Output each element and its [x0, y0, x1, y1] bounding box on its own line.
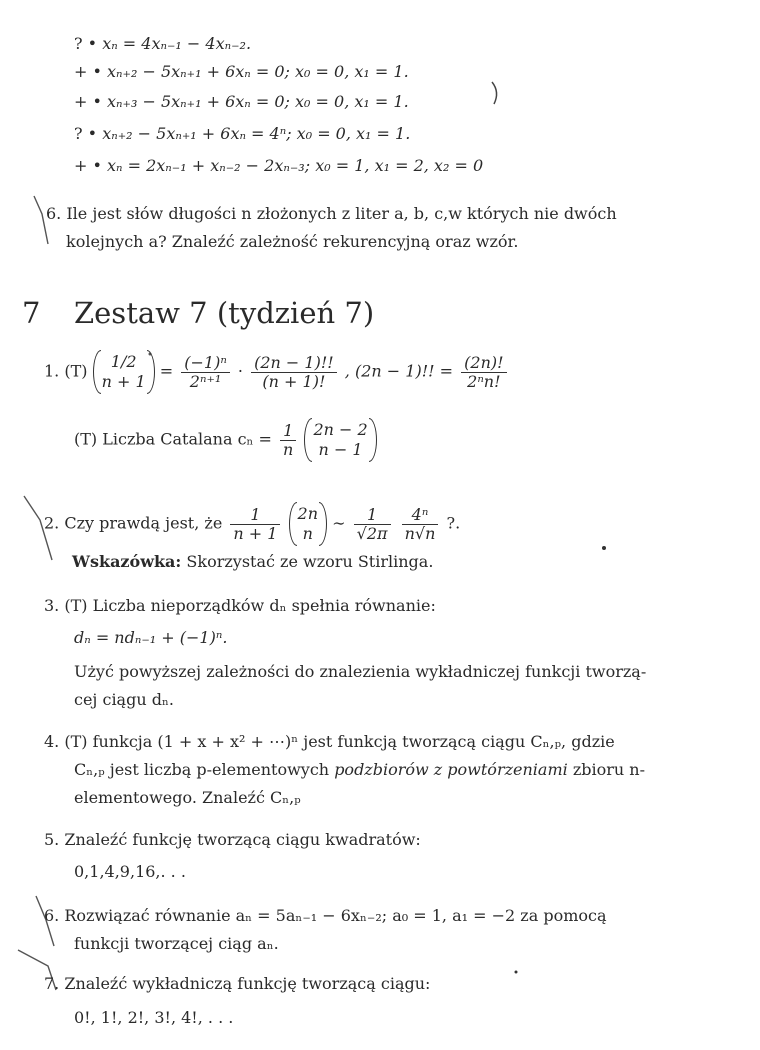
recurrence-item: + • xₙ₊₃ − 5xₙ₊₁ + 6xₙ = 0; x₀ = 0, x₁ = 1. [74, 92, 409, 111]
problem-text: (T) Liczba nieporządków dₙ spełnia równanie: [64, 596, 436, 615]
problem-number: 4. [44, 732, 60, 751]
emphasis-text: podzbiorów z powtórzeniami [334, 760, 568, 779]
problem-line [44, 734, 615, 750]
recurrence-item: ? • xₙ₊₂ − 5xₙ₊₁ + 6xₙ = 4ⁿ; x₀ = 0, x₁ = 1. [74, 124, 411, 143]
frac-num: 1 [280, 423, 296, 441]
frac-num: (2n)! [461, 355, 506, 373]
frac-den: n√n [404, 523, 436, 543]
formula-text: , (2n − 1)!! = [344, 361, 454, 381]
handwritten-mark: + [74, 92, 88, 111]
problem-line [44, 832, 421, 848]
fraction [181, 352, 230, 391]
problem-text: Czy prawdą jest, że [64, 513, 223, 533]
recurrence-formula: xₙ₊₂ − 5xₙ₊₁ + 6xₙ = 0; x₀ = 0, x₁ = 1. [107, 62, 409, 81]
binom-top: 1/2 [110, 352, 137, 371]
problem-number: 6. [46, 204, 62, 223]
recurrence-formula: xₙ₊₂ − 5xₙ₊₁ + 6xₙ = 4ⁿ; x₀ = 0, x₁ = 1. [102, 124, 411, 143]
problem-line [44, 352, 510, 392]
ink-dot [602, 546, 606, 550]
frac-den: n [283, 439, 294, 459]
problem-text: Znaleźć funkcję tworzącą ciągu kwadratów: [64, 830, 421, 849]
fraction [280, 420, 296, 459]
problem-text: Cₙ,ₚ jest liczbą p-elementowych [74, 760, 335, 779]
fraction [354, 504, 391, 543]
problem-text: kolejnych a? Znaleźć zależność rekurencyjną oraz wzór. [66, 232, 519, 251]
problem-line [72, 554, 433, 570]
binomial [289, 504, 327, 544]
equals: = [159, 361, 174, 381]
formula-text: 0,1,4,9,16,. . . [74, 862, 186, 881]
problem-line [44, 976, 430, 992]
problem-number: 5. [44, 830, 60, 849]
hint-text: Skorzystać ze wzoru Stirlinga. [186, 552, 434, 571]
problem-number: 2. [44, 513, 60, 533]
frac-den: 2ⁿn! [467, 371, 501, 391]
fraction [402, 504, 439, 543]
fraction [251, 352, 337, 391]
binom-bottom: n [302, 524, 313, 543]
problem-line [44, 908, 607, 924]
sim-symbol: ∼ [332, 513, 346, 533]
problem-text: funkcji tworzącej ciąg aₙ. [74, 934, 279, 953]
frac-num: 1 [230, 507, 280, 525]
binomial [304, 420, 376, 460]
formula-text: dₙ = ndₙ₋₁ + (−1)ⁿ. [74, 628, 228, 647]
recurrence-item: + • xₙ = 2xₙ₋₁ + xₙ₋₂ − 2xₙ₋₃; x₀ = 1, x₁ = 2, x₂ = 0 [74, 156, 484, 175]
problem-text: zbioru n- [567, 760, 645, 779]
problem-text: Użyć powyższej zależności do znalezienia wykładniczej funkcji tworzą- [74, 662, 647, 681]
recurrence-formula: xₙ = 2xₙ₋₁ + xₙ₋₂ − 2xₙ₋₃; x₀ = 1, x₁ = 2, x₂ = 0 [107, 156, 484, 175]
handwritten-mark: ? [74, 124, 83, 143]
handwritten-mark: + [74, 156, 88, 175]
problem-number: 1. [44, 361, 60, 381]
problem-text: Rozwiązać równanie aₙ = 5aₙ₋₁ − 6xₙ₋₂; a₀ = 1, a₁ = −2 za pomocą [64, 906, 607, 925]
handwritten-mark: ? [74, 34, 83, 53]
frac-num: 1 [354, 507, 391, 525]
problem-text: (T) funkcja (1 + x + x² + ⋯)ⁿ jest funkcją tworzącą ciągu Cₙ,ₚ, gdzie [64, 732, 615, 751]
binomial [93, 352, 155, 392]
problem-text: cej ciągu dₙ. [74, 690, 174, 709]
problem-number: 6. [44, 906, 60, 925]
frac-den: √2π [356, 523, 388, 543]
problem-text: elementowego. Znaleźć Cₙ,ₚ [74, 788, 301, 807]
frac-num: 4ⁿ [402, 507, 439, 525]
problem-number: 3. [44, 596, 60, 615]
binom-top: 2n [297, 504, 319, 523]
problem-line [74, 420, 377, 460]
section-number: 7 [22, 296, 41, 330]
fraction [461, 352, 506, 391]
theory-tag: (T) [64, 361, 88, 381]
handwritten-mark: + [74, 62, 88, 81]
problem-line [46, 206, 617, 222]
catalan-label: (T) Liczba Catalana cₙ = [74, 429, 272, 449]
recurrence-item: ? • xₙ = 4xₙ₋₁ − 4xₙ₋₂. [74, 34, 252, 53]
section-title: Zestaw 7 (tydzień 7) [74, 296, 375, 330]
problem-line [74, 762, 645, 778]
problem-line [44, 504, 460, 544]
problem-text: ?. [446, 513, 461, 533]
recurrence-item: + • xₙ₊₂ − 5xₙ₊₁ + 6xₙ = 0; x₀ = 0, x₁ = 1. [74, 62, 409, 81]
fraction [230, 504, 280, 543]
binom-bottom: n + 1 [101, 372, 146, 391]
problem-line [44, 598, 436, 614]
ink-dot [515, 971, 518, 974]
binom-bottom: n − 1 [318, 440, 363, 459]
problem-text: Ile jest słów długości n złożonych z liter a, b, c,w których nie dwóch [66, 204, 617, 223]
frac-num: (2n − 1)!! [251, 355, 337, 373]
problem-text: Znaleźć wykładniczą funkcję tworzącą ciągu: [64, 974, 431, 993]
recurrence-formula: xₙ = 4xₙ₋₁ − 4xₙ₋₂. [102, 34, 252, 53]
binom-top: 2n − 2 [313, 420, 368, 439]
recurrence-formula: xₙ₊₃ − 5xₙ₊₁ + 6xₙ = 0; x₀ = 0, x₁ = 1. [107, 92, 409, 111]
frac-num: (−1)ⁿ [181, 355, 230, 373]
hint-label: Wskazówka: [72, 552, 182, 571]
times-dot: · [237, 361, 244, 381]
frac-den: n + 1 [233, 523, 278, 543]
formula-text: 0!, 1!, 2!, 3!, 4!, . . . [74, 1008, 234, 1027]
frac-den: 2ⁿ⁺¹ [189, 371, 222, 391]
problem-number: 7. [44, 974, 60, 993]
frac-den: (n + 1)! [262, 371, 326, 391]
pen-mark-bracket [492, 82, 497, 104]
